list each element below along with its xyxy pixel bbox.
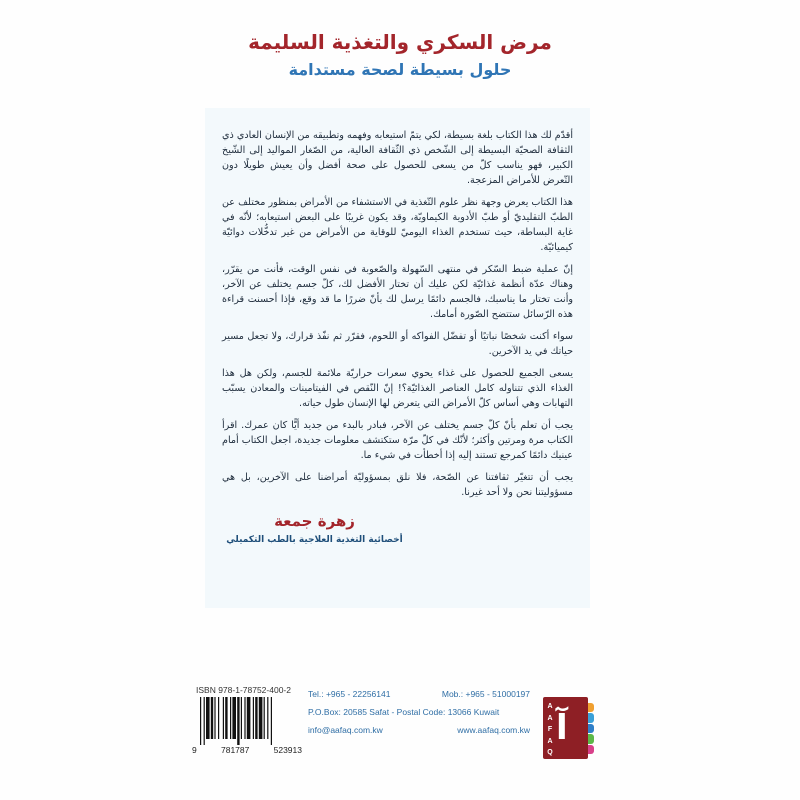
logo-letters: A A F A Q bbox=[547, 703, 553, 756]
barcode-bar bbox=[259, 697, 263, 739]
barcode-bar bbox=[206, 697, 210, 739]
isbn-label: ISBN 978-1-78752-400-2 bbox=[196, 685, 291, 695]
paragraph: يجب أن تعلم بأنّ كلّ جسم يختلف عن الآخر، فبادر بالبدء من جديد أيًّا كان عمرك. اقرأ الكتاب مرة ومرتين وأكثر؛ لأنّك في كلّ مرّة ستكتشف معلومات جديدة، اجعل الكتاب أمام عينيك دائمًا كمرجع تستند إليه إذا أخطأت في شيء ما. bbox=[222, 420, 573, 461]
barcode-bar bbox=[200, 697, 201, 745]
barcode-bar bbox=[253, 697, 254, 739]
signature bbox=[222, 511, 407, 547]
logo-tab bbox=[588, 703, 594, 712]
barcode-bar bbox=[264, 697, 265, 739]
paragraph: يسعى الجميع للحصول على غذاء يحوي سعرات حراريّة ملائمة للجسم، ولكن هل هذا الغذاء الذي تتناوله كامل العناصر الغذائيّة؟! إنّ النّقص في الفيتامينات والمعادن يسبّب التهابات وهي أساس كلّ الأمراض التي يتعرض لها الإنسان طول حياته. bbox=[222, 368, 573, 409]
publisher-logo bbox=[543, 697, 588, 759]
barcode-bar bbox=[204, 697, 205, 745]
email-link[interactable]: info@aafaq.com.kw bbox=[308, 725, 383, 735]
barcode-digit: 523913 bbox=[273, 745, 302, 755]
logo-tab bbox=[588, 713, 594, 722]
address: P.O.Box: 20585 Safat - Postal Code: 13066 Kuwait bbox=[308, 707, 500, 717]
paragraph: إنّ عملية ضبط السّكر في منتهى السّهولة والصّعوبة في نفس الوقت، فأنت من يقرّر، وهناك عدّة أنظمة غذائيّة لكن عليك أن تختار الأفضل لك، كلّ جسم يختلف عن الآخر، وأنت تختار ما يناسبك، فالجسم دائمًا يرسل لك بأنّ ضررًا ما قد وقع، فإذا أحسنت قراءة هذه الرّسائل ستتضح الصّورة أمامك. bbox=[222, 264, 573, 320]
barcode-bar bbox=[232, 697, 236, 739]
logo-tab bbox=[588, 734, 594, 743]
website-link[interactable]: www.aafaq.com.kw bbox=[457, 725, 530, 735]
mob: Mob.: +965 - 51000197 bbox=[441, 689, 530, 699]
barcode-bar bbox=[214, 697, 215, 739]
paragraph: هذا الكتاب يعرض وجهة نظر علوم التّغذية في الاستشفاء من الأمراض بمنظور مختلف عن الطبّ التقليديّ أو طبّ الأدوية الكيماويّة، وقد يكون غريبًا على البعض استيعابه؛ لأنّه في غاية البساطة، حيث تستخدم الغذاء اليوميّ للوقاية من الأمراض من غير تدخُّلات دوائيّة كيميائيّة. bbox=[222, 197, 573, 253]
blurb-panel bbox=[205, 108, 590, 608]
author-role: أخصائية التغذية العلاجية بالطب التكميلي bbox=[226, 535, 403, 545]
barcode-bar bbox=[211, 697, 213, 739]
barcode-digits bbox=[192, 745, 302, 755]
logo-glyph: آ bbox=[556, 708, 568, 748]
logo-tabs bbox=[588, 703, 594, 755]
author-name: زهرة جمعة bbox=[274, 512, 355, 530]
tel: Tel.: +965 - 22256141 bbox=[308, 689, 391, 699]
barcode-icon bbox=[200, 697, 296, 745]
barcode-bar bbox=[244, 697, 245, 739]
logo-tab bbox=[588, 745, 594, 754]
paragraph: سواء أكنت شخصًا نباتيًا أو تفضّل الفواكه أو اللحوم، فقرّر ثم نفّذ قرارك، ولا تجعل مسير حياتك في يد الآخرين. bbox=[222, 331, 573, 357]
barcode-bar bbox=[267, 697, 268, 739]
barcode-bar bbox=[230, 697, 231, 739]
barcode-bar bbox=[223, 697, 224, 739]
barcode-bar bbox=[225, 697, 227, 739]
barcode-digit: 781787 bbox=[220, 745, 250, 755]
paragraph: أقدّم لك هذا الكتاب بلغة بسيطة، لكي يتمّ استيعابه وفهمه وتطبيقه من الإنسان العادي ذي الثقافة الصحيّة البسيطة إلى الشّخص ذي الثّقافة العالية، من الصّغار المواليد إلى الشّيخ الكبير، فهو يناسب كلّ من يسعى للحصول على صحة أفضل وأن يعيش طويلًا دون التّعرض للأمراض المزعجة. bbox=[222, 130, 573, 186]
barcode-digit: 9 bbox=[192, 745, 197, 755]
barcode-bar bbox=[218, 697, 219, 739]
logo-tab bbox=[588, 724, 594, 733]
barcode-bar bbox=[241, 697, 242, 739]
book-subtitle: حلول بسيطة لصحة مستدامة bbox=[288, 60, 512, 79]
paragraph: يجب أن تتغيّر ثقافتنا عن الصّحة، فلا نلق بمسؤوليّة أمراضنا على الآخرين، بل هي مسؤوليتنا نحن ولا أحد غيرنا. bbox=[222, 472, 573, 498]
book-title: مرض السكري والتغذية السليمة bbox=[248, 30, 552, 54]
barcode-bar bbox=[247, 697, 251, 739]
blurb-text bbox=[222, 128, 573, 507]
barcode-bar bbox=[237, 697, 239, 745]
barcode-bar bbox=[255, 697, 257, 739]
barcode-bar bbox=[271, 697, 272, 745]
